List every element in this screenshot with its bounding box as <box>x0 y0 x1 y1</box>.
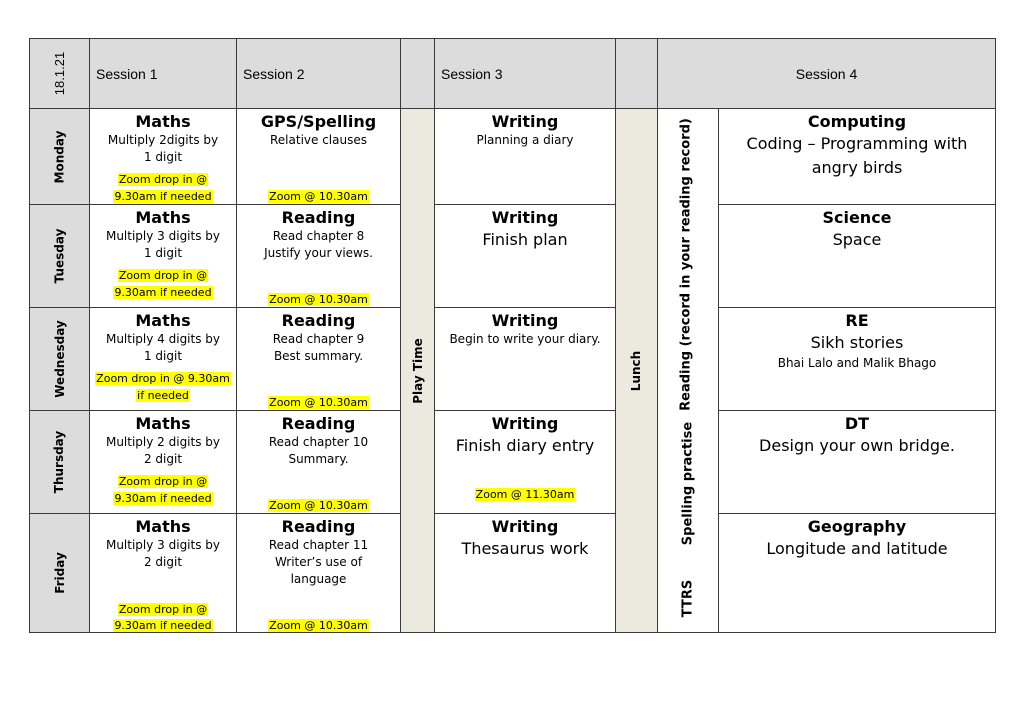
subject-title: Reading <box>281 517 356 536</box>
zoom-note: Zoom @ 10.30am <box>269 190 368 203</box>
thursday-session-2 <box>237 411 401 514</box>
lesson-desc-line: Read chapter 9 <box>272 332 365 346</box>
header-session-2-label: Session 2 <box>243 65 305 82</box>
lesson-desc-line: Multiply 2 digits by <box>105 435 221 449</box>
day-label: Wednesday <box>52 320 67 398</box>
day-label: Monday <box>52 130 67 183</box>
lesson-desc-line: Design your own bridge. <box>759 436 955 455</box>
lunch-column <box>616 109 658 633</box>
zoom-note: Zoom @ 10.30am <box>269 499 368 512</box>
lesson-desc-line: Relative clauses <box>270 133 367 147</box>
lesson-desc-line: language <box>290 572 347 586</box>
wednesday-session-4 <box>719 308 996 411</box>
subject-title: Maths <box>135 414 191 433</box>
subject-title: Writing <box>491 208 559 227</box>
tuesday-session-3 <box>435 205 616 308</box>
subject-title: DT <box>844 414 870 433</box>
lesson-desc-line: Read chapter 8 <box>272 229 365 243</box>
zoom-note: Zoom @ 10.30am <box>269 293 368 306</box>
lunch-label: Lunch <box>629 350 644 391</box>
header-session-3-label: Session 3 <box>441 65 503 82</box>
play-time-label: Play Time <box>410 337 425 404</box>
subject-title: Computing <box>807 112 907 131</box>
subject-title: Writing <box>491 414 559 433</box>
wednesday-session-1 <box>90 308 237 411</box>
zoom-note: Zoom @ 10.30am <box>269 396 368 409</box>
friday-session-3 <box>435 514 616 633</box>
subject-title: Reading <box>281 311 356 330</box>
thursday-session-3 <box>435 411 616 514</box>
spelling-practise-label: Spelling practise <box>680 421 696 546</box>
header-session-1 <box>90 38 237 109</box>
zoom-note: 9.30am if needed <box>114 286 212 299</box>
lesson-desc-line: Finish diary entry <box>455 436 595 455</box>
lesson-desc-line: Multiply 3 digits by <box>105 538 221 552</box>
lesson-desc-line: Best summary. <box>273 349 364 363</box>
lesson-desc-line: Planning a diary <box>476 133 574 147</box>
subject-title: GPS/Spelling <box>260 112 377 131</box>
zoom-note: 9.30am if needed <box>114 190 212 203</box>
day-wednesday <box>29 308 90 411</box>
lesson-desc-line: Thesaurus work <box>461 539 589 558</box>
zoom-note: Zoom drop in @ <box>118 269 208 282</box>
lesson-desc-line: Multiply 3 digits by <box>105 229 221 243</box>
monday-session-1 <box>90 109 237 205</box>
header-lunch-blank <box>616 38 658 109</box>
reading-label: Reading (record in your reading record) <box>678 118 694 411</box>
day-thursday <box>29 411 90 514</box>
subject-title: Writing <box>491 311 559 330</box>
date-label: 18.1.21 <box>52 51 67 96</box>
subject-title: Science <box>822 208 892 227</box>
lesson-desc-line: Coding – Programming with <box>746 134 968 153</box>
subject-title: Writing <box>491 112 559 131</box>
header-session-2 <box>237 38 401 109</box>
lesson-desc-line: Read chapter 10 <box>268 435 369 449</box>
lesson-desc-line: Writer’s use of <box>274 555 363 569</box>
tuesday-session-4 <box>719 205 996 308</box>
lesson-desc-line: Multiply 2digits by <box>107 133 219 147</box>
monday-session-2 <box>237 109 401 205</box>
tuesday-session-2 <box>237 205 401 308</box>
subject-title: RE <box>845 311 869 330</box>
lesson-desc-line: 1 digit <box>143 246 183 260</box>
zoom-note: Zoom drop in @ <box>118 173 208 186</box>
lesson-sub-line: Bhai Lalo and Malik Bhago <box>777 356 937 370</box>
header-session-1-label: Session 1 <box>96 65 158 82</box>
lesson-desc-line: 2 digit <box>143 555 183 569</box>
zoom-note: if needed <box>137 389 189 402</box>
header-session-3 <box>435 38 616 109</box>
wednesday-session-3 <box>435 308 616 411</box>
day-label: Friday <box>52 552 67 594</box>
header-session-4 <box>658 38 996 109</box>
play-time-column <box>401 109 435 633</box>
subject-title: Geography <box>807 517 907 536</box>
day-label: Tuesday <box>52 228 67 284</box>
day-tuesday <box>29 205 90 308</box>
lesson-desc-line: 2 digit <box>143 452 183 466</box>
zoom-note: Zoom drop in @ <box>118 475 208 488</box>
date-cell <box>29 38 90 109</box>
session-4-side-column <box>658 109 719 633</box>
monday-session-4 <box>719 109 996 205</box>
zoom-note: Zoom @ 10.30am <box>269 619 368 632</box>
zoom-note: 9.30am if needed <box>114 619 212 632</box>
header-session-4-label: Session 4 <box>795 65 858 82</box>
lesson-desc-line: 1 digit <box>143 150 183 164</box>
friday-session-4 <box>719 514 996 633</box>
lesson-desc-line: Begin to write your diary. <box>449 332 601 346</box>
subject-title: Maths <box>135 112 191 131</box>
friday-session-2 <box>237 514 401 633</box>
day-monday <box>29 109 90 205</box>
thursday-session-1 <box>90 411 237 514</box>
lesson-desc-line: Read chapter 11 <box>268 538 369 552</box>
ttrs-label: TTRS <box>680 579 696 618</box>
subject-title: Reading <box>281 414 356 433</box>
lesson-desc-line: Sikh stories <box>810 333 904 352</box>
subject-title: Maths <box>135 208 191 227</box>
lesson-desc-line: angry birds <box>811 158 903 177</box>
zoom-note: Zoom @ 11.30am <box>475 488 575 501</box>
monday-session-3 <box>435 109 616 205</box>
subject-title: Writing <box>491 517 559 536</box>
zoom-note: Zoom drop in @ 9.30am <box>96 372 230 385</box>
lesson-desc-line: Finish plan <box>482 230 568 249</box>
subject-title: Reading <box>281 208 356 227</box>
header-play-time-blank <box>401 38 435 109</box>
lesson-desc-line: Summary. <box>288 452 349 466</box>
day-label: Thursday <box>52 430 67 494</box>
day-friday <box>29 514 90 633</box>
lesson-desc-line: Justify your views. <box>264 246 373 260</box>
lesson-desc-line: Longitude and latitude <box>766 539 948 558</box>
tuesday-session-1 <box>90 205 237 308</box>
thursday-session-4 <box>719 411 996 514</box>
lesson-desc-line: 1 digit <box>143 349 183 363</box>
subject-title: Maths <box>135 517 191 536</box>
lesson-desc-line: Multiply 4 digits by <box>105 332 221 346</box>
zoom-note: 9.30am if needed <box>114 492 212 505</box>
subject-title: Maths <box>135 311 191 330</box>
friday-session-1 <box>90 514 237 633</box>
wednesday-session-2 <box>237 308 401 411</box>
zoom-note: Zoom drop in @ <box>118 603 208 616</box>
lesson-desc-line: Space <box>832 230 882 249</box>
